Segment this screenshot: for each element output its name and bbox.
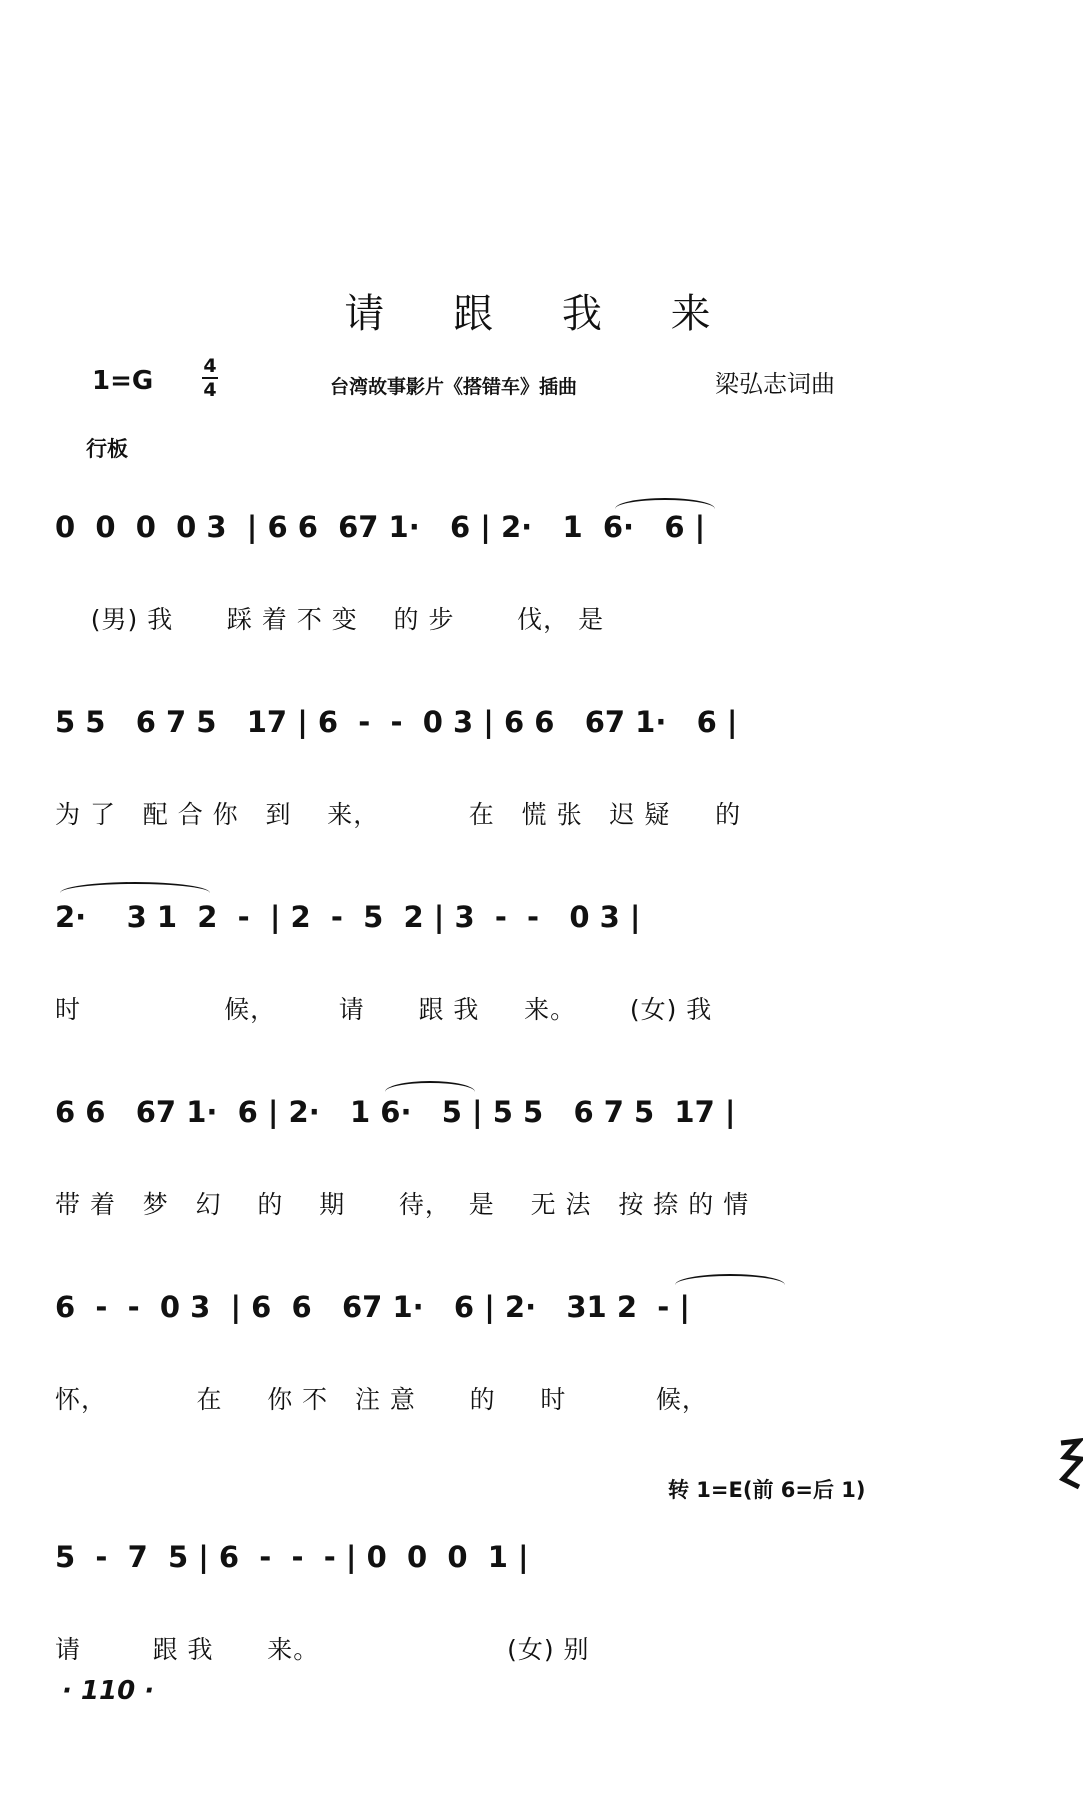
- lyrics-line: 怀， 在 你 不 注 意 的 时 候，: [55, 1385, 708, 1414]
- numbered-notation-line: 6 - - 0 3 | 6 6 67 1· 6 | 2· 31 2 - |: [55, 1290, 690, 1324]
- song-source: 台湾故事影片《搭错车》插曲: [330, 376, 578, 398]
- numbered-notation-line: 2· 3 1 2 - | 2 - 5 2 | 3 - - 0 3 |: [55, 900, 641, 934]
- slur-mark: [60, 882, 210, 904]
- numbered-notation-line: 0 0 0 0 3 | 6 6 67 1· 6 | 2· 1 6· 6 |: [55, 510, 706, 544]
- tempo-marking: 行板: [86, 437, 128, 461]
- slur-mark: [675, 1274, 785, 1296]
- song-author: 梁弘志词曲: [715, 370, 835, 398]
- slur-mark: [385, 1081, 475, 1103]
- modulation-note: 转 1=E(前 6=后 1): [668, 1478, 866, 1502]
- edge-ink-mark: [1057, 1435, 1083, 1495]
- numbered-notation-line: 5 5 6 7 5 17 | 6 - - 0 3 | 6 6 67 1· 6 |: [55, 705, 738, 739]
- lyrics-line: 为 了 配 合 你 到 来， 在 慌 张 迟 疑 的: [55, 800, 742, 829]
- lyrics-line: 时 候， 请 跟 我 来。 (女) 我: [55, 995, 713, 1024]
- lyrics-line: 带 着 梦 幻 的 期 待， 是 无 法 按 捺 的 情: [55, 1190, 750, 1219]
- time-numerator: 4: [203, 355, 217, 377]
- song-title: 请 跟 我 来: [344, 291, 739, 337]
- numbered-notation-line: 6 6 67 1· 6 | 2· 1 6· 5 | 5 5 6 7 5 17 |: [55, 1095, 736, 1129]
- numbered-notation-line: 5 - 7 5 | 6 - - - | 0 0 0 1 |: [55, 1540, 529, 1574]
- time-denominator: 4: [203, 379, 217, 401]
- lyrics-line: 请 跟 我 来。 (女) 别: [55, 1635, 590, 1664]
- time-signature: [202, 356, 218, 400]
- slur-mark: [615, 498, 715, 520]
- page-number: · 110 ·: [62, 1676, 155, 1706]
- key-signature: 1=G: [92, 366, 154, 396]
- lyrics-line: (男) 我 踩 着 不 变 的 步 伐， 是: [55, 605, 605, 634]
